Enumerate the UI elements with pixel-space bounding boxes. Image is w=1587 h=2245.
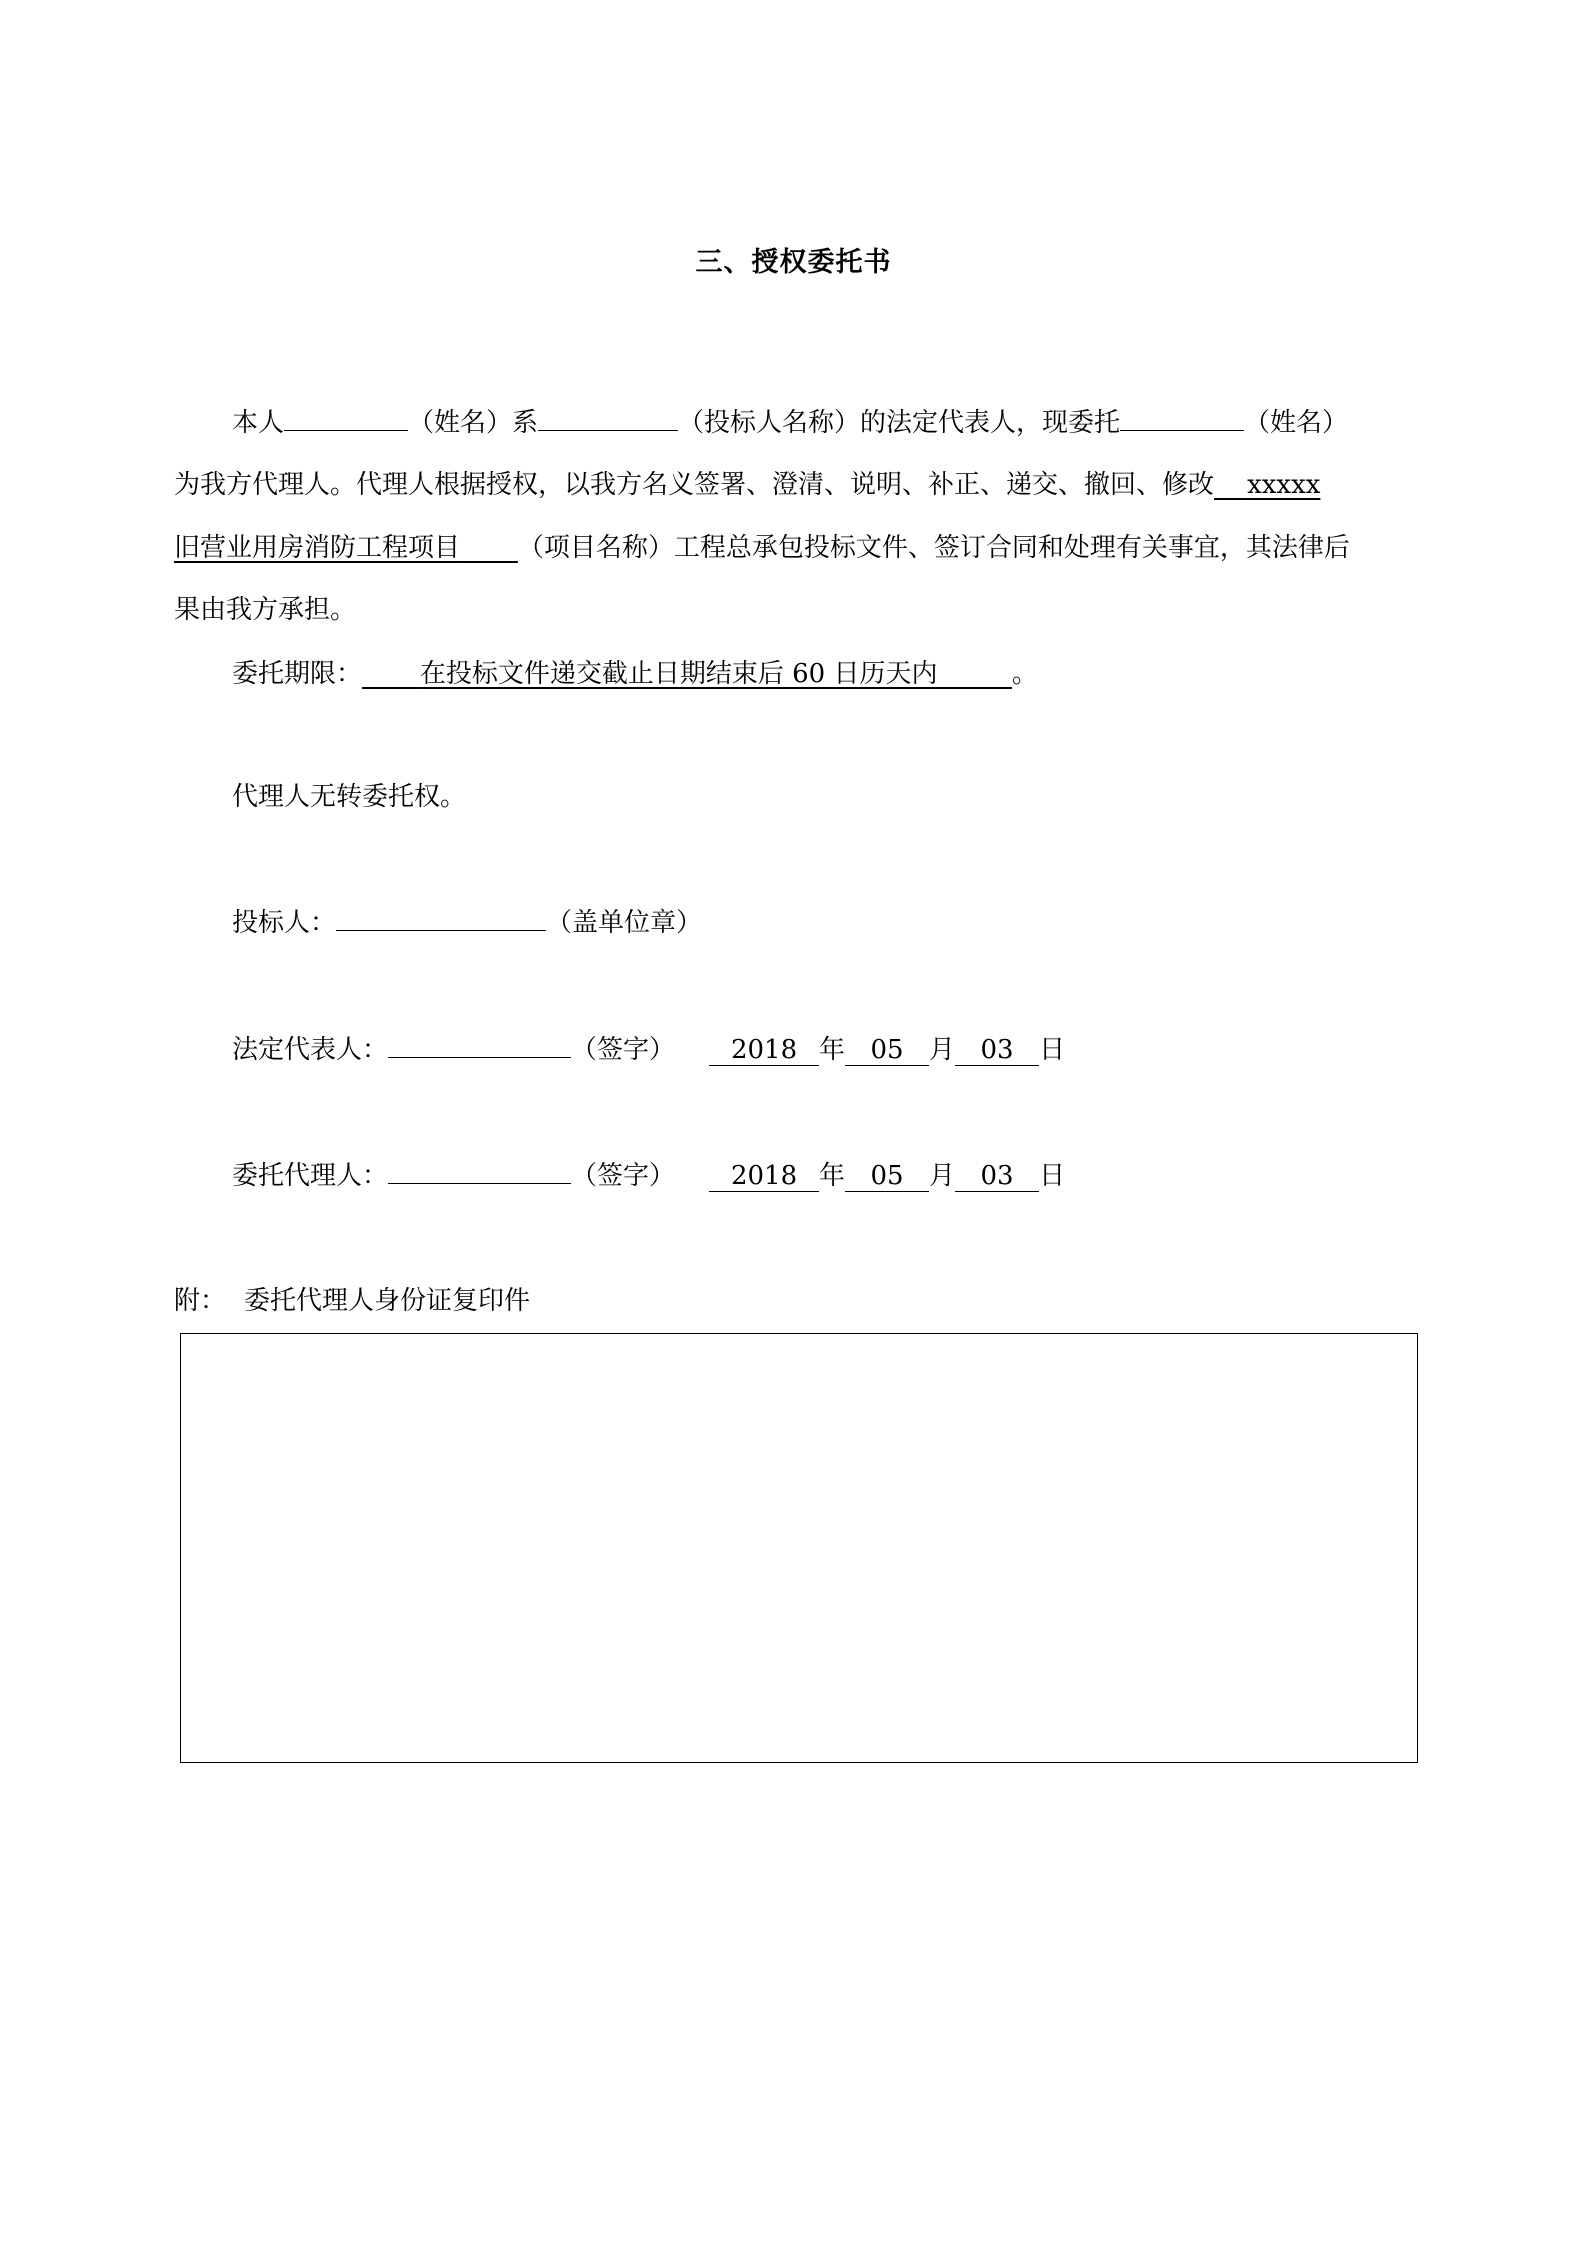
text: 果由我方承担。: [174, 595, 357, 625]
project-name-part-1: xxxxx: [1247, 470, 1321, 500]
agent-year: 2018: [709, 1161, 819, 1192]
agent-month: 05: [845, 1161, 929, 1192]
day-unit: 日: [1039, 1161, 1066, 1191]
bidder-label: 投标人：: [232, 908, 337, 938]
text: （项目名称）工程总承包投标文件、签订合同和处理有关事宜，其法律后: [517, 533, 1350, 563]
attachment-label: 委托代理人身份证复印件: [244, 1286, 531, 1316]
legal-rep-label: 法定代表人：: [232, 1035, 389, 1065]
attachment-line: [174, 1281, 1424, 1321]
agent-signature-blank: [388, 1157, 571, 1184]
term-value: 在投标文件递交截止日期结束后 60 日历天内: [419, 659, 938, 689]
sign-note: （签字）: [571, 1035, 676, 1065]
authorization-line-4: [174, 590, 1424, 630]
text: 为我方代理人。代理人根据授权，以我方名义签署、澄清、说明、补正、递交、撤回、修改: [174, 470, 1215, 500]
authorization-line-2: [174, 465, 1424, 505]
agent-label: 委托代理人：: [232, 1161, 389, 1191]
bidder-line: [232, 903, 1482, 943]
year-unit: 年: [819, 1035, 846, 1065]
legal-rep-signature-blank: [388, 1031, 571, 1058]
agent-day: 03: [955, 1161, 1039, 1192]
day-unit: 日: [1039, 1035, 1066, 1065]
text: 本人: [232, 408, 285, 438]
authorization-line-1: [232, 403, 1482, 443]
term-line: [232, 654, 1482, 694]
month-unit: 月: [929, 1161, 956, 1191]
name-blank: [284, 404, 408, 431]
term-label: 委托期限：: [232, 659, 363, 689]
bidder-name-blank: [538, 404, 678, 431]
text: （姓名）系: [408, 408, 539, 438]
text: （投标人名称）的法定代表人，现委托: [678, 408, 1121, 438]
agent-line: [232, 1156, 1482, 1196]
legal-rep-line: [232, 1030, 1482, 1070]
sign-note: （签字）: [571, 1161, 676, 1191]
legal-rep-month: 05: [845, 1035, 929, 1066]
page-title: 三、授权委托书: [695, 247, 892, 278]
no-subdelegation-line: 代理人无转委托权。: [232, 782, 467, 812]
text: 。: [1011, 659, 1038, 689]
legal-rep-day: 03: [955, 1035, 1039, 1066]
id-copy-box: [180, 1333, 1418, 1763]
month-unit: 月: [929, 1035, 956, 1065]
attachment-prefix: 附：: [174, 1286, 227, 1316]
project-name-part-2: 旧营业用房消防工程项目: [174, 533, 461, 563]
authorization-line-3: [174, 528, 1424, 568]
seal-note: （盖单位章）: [546, 908, 703, 938]
text: （姓名）: [1244, 408, 1349, 438]
year-unit: 年: [819, 1161, 846, 1191]
legal-rep-year: 2018: [709, 1035, 819, 1066]
bidder-blank: [336, 904, 546, 931]
agent-name-blank: [1120, 404, 1244, 431]
